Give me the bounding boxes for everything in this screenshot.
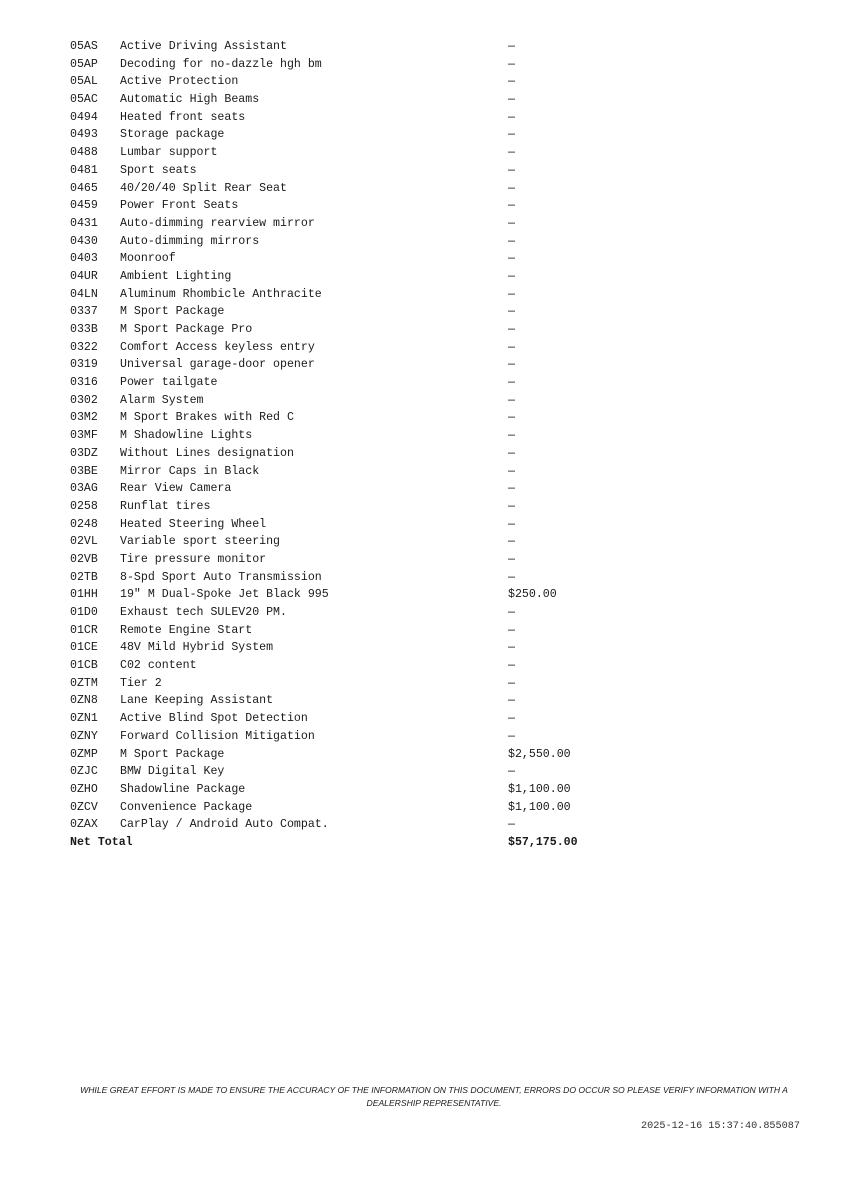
option-price: —: [508, 712, 515, 726]
option-row: [70, 480, 628, 498]
option-row: [70, 91, 628, 109]
option-description: Remote Engine Start: [120, 623, 253, 637]
option-price: —: [508, 110, 515, 124]
option-row: [70, 622, 628, 640]
option-code: 01CR: [70, 623, 98, 637]
net-total-row: [70, 834, 628, 852]
option-price: —: [508, 376, 515, 390]
option-row: [70, 38, 628, 56]
option-row: [70, 268, 628, 286]
net-total-value: $57,175.00: [508, 835, 578, 849]
option-row: [70, 56, 628, 74]
option-description: Exhaust tech SULEV20 PM.: [120, 606, 287, 619]
option-price: —: [508, 287, 515, 301]
option-row: [70, 144, 628, 162]
option-price: —: [508, 323, 515, 336]
option-price: $2,550.00: [508, 747, 571, 761]
option-row: [70, 286, 628, 304]
option-price: —: [508, 676, 515, 690]
option-row: [70, 604, 628, 622]
option-row: [70, 463, 628, 481]
option-description: Sport seats: [120, 163, 197, 177]
option-description: Power Front Seats: [120, 199, 239, 213]
option-price: —: [508, 517, 515, 531]
option-code: 03BE: [70, 464, 98, 478]
option-code: 05AP: [70, 57, 98, 71]
option-price: —: [508, 146, 515, 160]
option-description: 19" M Dual-Spoke Jet Black 995: [120, 588, 329, 602]
option-code: 03MF: [70, 429, 98, 443]
option-price: —: [508, 482, 515, 496]
option-code: 03DZ: [70, 446, 98, 460]
option-code: 01CB: [70, 659, 98, 673]
option-row: [70, 339, 628, 357]
option-description: 8-Spd Sport Auto Transmission: [120, 570, 322, 584]
option-description: C02 content: [120, 659, 197, 673]
option-price: —: [508, 535, 515, 549]
option-description: M Shadowline Lights: [120, 429, 253, 443]
option-price: —: [508, 252, 515, 266]
option-code: 01D0: [70, 606, 98, 619]
option-row: [70, 73, 628, 91]
option-code: 0494: [70, 110, 98, 124]
option-price: —: [508, 606, 515, 619]
option-description: Moonroof: [120, 252, 176, 266]
option-code: 05AL: [70, 75, 98, 89]
option-row: [70, 498, 628, 516]
option-price: —: [508, 305, 515, 319]
option-row: [70, 427, 628, 445]
option-price: —: [508, 128, 515, 142]
option-description: Active Blind Spot Detection: [120, 712, 308, 726]
option-description: Variable sport steering: [120, 535, 281, 549]
option-price: —: [508, 393, 515, 407]
option-code: 02VL: [70, 535, 98, 549]
option-row: [70, 180, 628, 198]
option-description: M Sport Package: [120, 747, 225, 761]
option-code: 0481: [70, 163, 98, 177]
option-code: 0459: [70, 199, 98, 213]
option-row: [70, 763, 628, 781]
option-price: —: [508, 694, 515, 708]
option-price: —: [508, 570, 515, 584]
option-price: —: [508, 93, 515, 107]
option-code: 04LN: [70, 287, 98, 301]
option-code: 0403: [70, 252, 98, 266]
option-price: $1,100.00: [508, 782, 571, 796]
option-row: [70, 781, 628, 799]
option-row: [70, 215, 628, 233]
option-description: M Sport Package: [120, 305, 225, 319]
option-code: 0ZN1: [70, 712, 98, 726]
option-code: 02TB: [70, 570, 98, 584]
option-row: [70, 374, 628, 392]
option-description: Aluminum Rhombicle Anthracite: [120, 287, 322, 301]
option-row: [70, 816, 628, 834]
option-description: Storage package: [120, 128, 225, 142]
option-row: [70, 392, 628, 410]
option-code: 05AS: [70, 40, 98, 53]
option-code: 0ZMP: [70, 747, 98, 761]
option-price: —: [508, 429, 515, 443]
option-code: 0488: [70, 146, 98, 160]
option-price: —: [508, 464, 515, 478]
option-code: 0493: [70, 128, 98, 142]
option-description: Lumbar support: [120, 146, 218, 160]
option-code: 0ZNY: [70, 729, 98, 743]
option-row: [70, 162, 628, 180]
option-price: —: [508, 75, 515, 89]
option-price: —: [508, 340, 515, 354]
option-code: 0322: [70, 340, 98, 354]
option-description: Heated Steering Wheel: [120, 517, 267, 531]
option-code: 0316: [70, 376, 98, 390]
option-price: —: [508, 199, 515, 213]
option-description: Without Lines designation: [120, 446, 294, 460]
option-price: —: [508, 659, 515, 673]
option-price: —: [508, 729, 515, 743]
option-description: Auto-dimming rearview mirror: [120, 216, 315, 230]
option-description: Universal garage-door opener: [120, 358, 315, 372]
option-row: [70, 799, 628, 817]
option-row: [70, 126, 628, 144]
option-description: Convenience Package: [120, 800, 253, 814]
option-row: [70, 356, 628, 374]
disclaimer-text: WHILE GREAT EFFORT IS MADE TO ENSURE THE ACCURACY OF THE INFORMATION ON THIS DOCUMENT, ERRORS DO OCCUR SO PLEASE VERIFY INFORMATION WITH A DEALERSHIP REPRESENTATIVE.: [80, 1085, 788, 1108]
option-row: [70, 445, 628, 463]
option-description: Auto-dimming mirrors: [120, 234, 260, 248]
option-row: [70, 409, 628, 427]
option-description: Active Protection: [120, 75, 239, 89]
option-code: 0258: [70, 499, 98, 513]
option-price: —: [508, 57, 515, 71]
option-code: 02VB: [70, 552, 98, 566]
option-code: 0465: [70, 181, 98, 195]
option-description: Automatic High Beams: [120, 93, 260, 107]
option-price: —: [508, 765, 515, 779]
option-price: —: [508, 446, 515, 460]
option-row: [70, 657, 628, 675]
option-row: [70, 746, 628, 764]
option-code: 03M2: [70, 411, 98, 425]
option-description: M Sport Brakes with Red C: [120, 411, 294, 425]
option-description: Tier 2: [120, 676, 162, 690]
option-description: Heated front seats: [120, 110, 246, 124]
option-price: —: [508, 40, 515, 53]
option-code: 033B: [70, 323, 98, 336]
option-row: [70, 586, 628, 604]
options-table: [70, 38, 628, 852]
option-price: —: [508, 234, 515, 248]
net-total-label: Net Total: [70, 835, 133, 849]
option-code: 0ZAX: [70, 818, 98, 832]
option-price: —: [508, 269, 515, 283]
option-price: —: [508, 411, 515, 425]
option-row: [70, 197, 628, 215]
option-description: 40/20/40 Split Rear Seat: [120, 181, 287, 195]
option-row: [70, 551, 628, 569]
option-price: —: [508, 623, 515, 637]
option-description: M Sport Package Pro: [120, 323, 253, 336]
option-code: 0430: [70, 234, 98, 248]
option-row: [70, 533, 628, 551]
option-price: —: [508, 216, 515, 230]
option-row: [70, 303, 628, 321]
option-price: —: [508, 641, 515, 655]
option-code: 0337: [70, 305, 98, 319]
option-description: Rear View Camera: [120, 482, 232, 496]
option-description: 48V Mild Hybrid System: [120, 641, 274, 655]
option-code: 0248: [70, 517, 98, 531]
option-description: Power tailgate: [120, 376, 218, 390]
option-row: [70, 639, 628, 657]
option-price: —: [508, 499, 515, 513]
option-row: [70, 109, 628, 127]
option-code: 0ZHO: [70, 782, 98, 796]
option-row: [70, 728, 628, 746]
option-description: Alarm System: [120, 393, 204, 407]
option-code: 0319: [70, 358, 98, 372]
option-code: 01CE: [70, 641, 98, 655]
option-price: —: [508, 358, 515, 372]
option-price: —: [508, 552, 515, 566]
option-description: Decoding for no-dazzle hgh bm: [120, 57, 322, 71]
option-price: —: [508, 163, 515, 177]
option-row: [70, 233, 628, 251]
option-description: Runflat tires: [120, 499, 211, 513]
option-description: Ambient Lighting: [120, 269, 232, 283]
option-code: 0ZN8: [70, 694, 98, 708]
option-row: [70, 710, 628, 728]
option-price: —: [508, 181, 515, 195]
option-price: $1,100.00: [508, 800, 571, 814]
option-code: 04UR: [70, 269, 98, 283]
option-code: 0ZTM: [70, 676, 98, 690]
option-description: Shadowline Package: [120, 782, 246, 796]
option-row: [70, 569, 628, 587]
option-code: 0ZCV: [70, 800, 98, 814]
option-price: —: [508, 818, 515, 832]
option-description: Active Driving Assistant: [120, 40, 287, 53]
option-row: [70, 516, 628, 534]
option-description: BMW Digital Key: [120, 765, 225, 779]
option-code: 0ZJC: [70, 765, 98, 779]
option-description: Tire pressure monitor: [120, 552, 267, 566]
option-description: CarPlay / Android Auto Compat.: [120, 818, 329, 832]
option-description: Forward Collision Mitigation: [120, 729, 315, 743]
option-code: 03AG: [70, 482, 98, 496]
option-description: Lane Keeping Assistant: [120, 694, 274, 708]
option-row: [70, 692, 628, 710]
option-row: [70, 675, 628, 693]
options-list: [70, 38, 628, 834]
option-code: 0302: [70, 393, 98, 407]
option-row: [70, 250, 628, 268]
option-code: 0431: [70, 216, 98, 230]
generated-timestamp: 2025-12-16 15:37:40.855087: [641, 1121, 800, 1132]
option-description: Mirror Caps in Black: [120, 464, 260, 478]
option-price: $250.00: [508, 588, 557, 602]
option-description: Comfort Access keyless entry: [120, 340, 315, 354]
option-code: 01HH: [70, 588, 98, 602]
option-row: [70, 321, 628, 339]
option-code: 05AC: [70, 93, 98, 107]
